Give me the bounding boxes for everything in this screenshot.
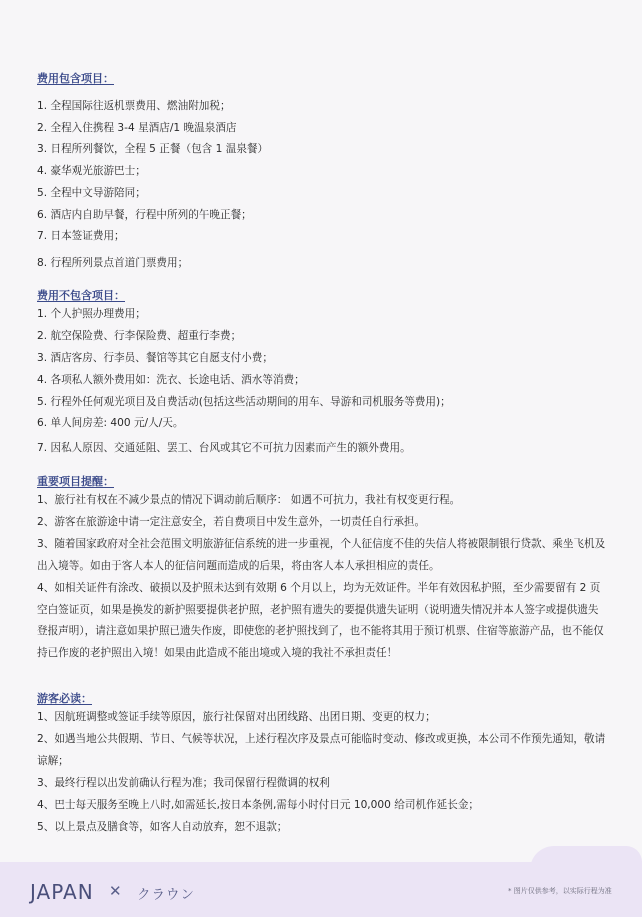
excluded-item: 3. 酒店客房、行李员、餐馆等其它自愿支付小费； [37,352,273,364]
brand-logo: JAPAN [30,880,94,904]
notice-item: 3、最终行程以出发前确认行程为准；我司保留行程微调的权利 [37,777,330,789]
included-heading: 费用包含项目： [37,72,114,85]
reminders-heading: 重要项目提醒： [37,475,114,488]
brand-subtitle: クラウン [137,887,195,903]
excluded-item: 4. 各项私人额外费用如：洗衣、长途电话、酒水等消费； [37,374,305,386]
included-item: 3. 日程所列餐饮，全程 5 正餐（包含 1 温泉餐） [37,143,269,155]
included-item: 5. 全程中文导游陪同； [37,187,146,199]
included-item: 8. 行程所列景点首道门票费用； [37,257,189,269]
footer-note: * 图片仅供参考，以实际行程为准 [508,887,612,895]
included-item: 1. 全程国际往返机票费用、燃油附加税； [37,100,231,112]
included-item: 7. 日本签证费用； [37,230,125,242]
excluded-item: 2. 航空保险费、行李保险费、超重行李费； [37,330,242,342]
reminder-item: 3、随着国家政府对全社会范围文明旅游征信系统的进一步重视，个人征信度不佳的失信人将被限制银行贷款、乘坐飞机及出入境等。如由于客人本人的征信问题而造成的后果，将由客人本人承担相应的责任。 [37,538,606,572]
excluded-item: 5. 行程外任何观光项目及自费活动(包括这些活动期间的用车、导游和司机服务等费用)； [37,396,451,408]
notice-item: 2、如遇当地公共假期、节日、气候等状况，上述行程次序及景点可能临时变动、修改或更换，本公司不作预先通知，敬请谅解； [37,733,606,767]
notice-item: 1、因航班调整或签证手续等原因，旅行社保留对出团线路、出团日期、变更的权力； [37,711,436,723]
included-item: 2. 全程入住携程 3-4 星酒店/1 晚温泉酒店 [37,122,237,134]
excluded-heading: 费用不包含项目： [37,289,125,302]
excluded-item: 7. 因私人原因、交通延阻、罢工、台风或其它不可抗力因素而产生的额外费用。 [37,442,411,454]
included-item: 6. 酒店内自助早餐，行程中所列的午晚正餐； [37,209,252,221]
notice-item: 5、以上景点及膳食等，如客人自动放弃，恕不退款； [37,821,288,833]
included-item: 4. 豪华观光旅游巴士； [37,165,146,177]
notice-item: 4、巴士每天服务至晚上八时,如需延长,按日本条例,需每小时付日元 10,000 给司机作延长金； [37,799,480,811]
brand-separator: ✕ [109,882,122,900]
notice-heading: 游客必读： [37,692,92,705]
excluded-item: 1. 个人护照办理费用； [37,308,146,320]
reminder-item: 4、如相关证件有涂改、破损以及护照未达到有效期 6 个月以上，均为无效证件。半年有效因私护照，至少需要留有 2 页空白签证页，如果是换发的新护照要提供老护照，老护照有遗失的要提供遗失证明（说明遗失情况并本人签字或提供遗失登报声明），请注意如果护照已遗失作废，即使您的老护照找到了，也不能将其用于预订机票、住宿等旅游产品，也不能仅持已作废的老护照出入境！如果由此造成不能出境或入境的我社不承担责任！ [37,582,604,659]
reminder-item: 2、游客在旅游途中请一定注意安全，若自费项目中发生意外，一切责任自行承担。 [37,516,426,528]
reminder-item: 1、旅行社有权在不减少景点的情况下调动前后顺序： 如遇不可抗力，我社有权变更行程。 [37,494,461,506]
excluded-item: 6. 单人间房差: 400 元/人/天。 [37,417,184,429]
